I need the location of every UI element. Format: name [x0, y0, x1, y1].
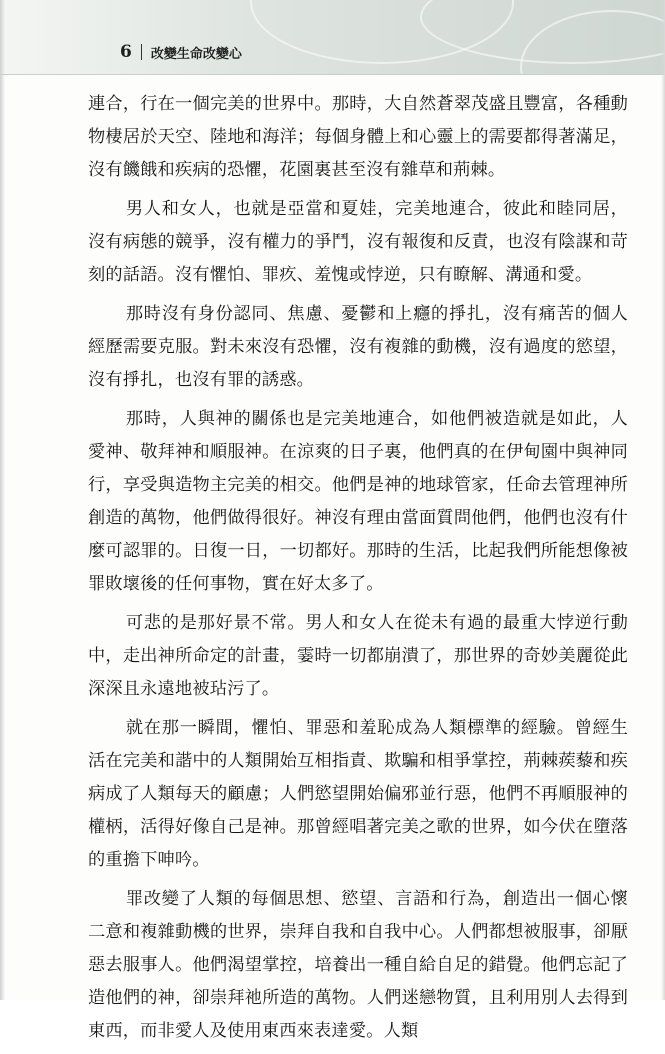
page-number: 6	[120, 42, 132, 62]
header-divider	[141, 44, 142, 60]
paragraph: 那時沒有身份認同、焦慮、憂鬱和上癮的掙扎，沒有痛苦的個人經歷需要克服。對未來沒有恐懼，沒有複雜的動機，沒有過度的慾望，沒有掙扎，也沒有罪的誘惑。	[88, 304, 628, 390]
body-text	[88, 88, 628, 1054]
page-right-edge-shadow	[661, 0, 665, 1000]
page-left-edge-shadow	[0, 0, 5, 1000]
paragraph: 可悲的是那好景不常。男人和女人在從未有過的最重大悖逆行動中，走出神所命定的計畫，霎時一切都崩潰了，那世界的奇妙美麗從此深深且永遠地被玷污了。	[88, 613, 628, 699]
paragraph: 就在那一瞬間，懼怕、罪惡和羞恥成為人類標準的經驗。曾經生活在完美和諧中的人類開始互相指責、欺騙和相爭掌控，荊棘蒺藜和疾病成了人類每天的顧慮；人們慾望開始偏邪並行惡，他們不再順服神的權柄，活得好像自己是神。那曾經唱著完美之歌的世界，如今伏在墮落的重擔下呻吟。	[88, 718, 628, 870]
paragraph: 罪改變了人類的每個思想、慾望、言語和行為，創造出一個心懷二意和複雜動機的世界，崇拜自我和自我中心。人們都想被服事，卻厭惡去服事人。他們渴望掌控，培養出一種自給自足的錯覺。他們忘記了造他們的神，卻崇拜祂所造的萬物。人們迷戀物質，且利用別人去得到東西，而非愛人及使用東西來表達愛。人類	[88, 889, 628, 1041]
header-band	[0, 0, 665, 75]
book-title: 改變生命改變心	[150, 46, 242, 62]
running-head	[120, 40, 242, 64]
paragraph: 那時，人與神的關係也是完美地連合，如他們被造就是如此，人愛神、敬拜神和順服神。在涼爽的日子裏，他們真的在伊甸園中與神同行，享受與造物主完美的相交。他們是神的地球管家，任命去管理神所創造的萬物，他們做得很好。神沒有理由當面質問他們，他們也沒有什麼可認罪的。日復一日，一切都好。那時的生活，比起我們所能想像被罪敗壞後的任何事物，實在好太多了。	[88, 409, 628, 594]
paragraph: 連合，行在一個完美的世界中。那時，大自然蒼翠茂盛且豐富，各種動物棲居於天空、陸地和海洋；每個身體上和心靈上的需要都得著滿足，沒有饑餓和疾病的恐懼，花園裏甚至沒有雜草和荊棘。	[88, 94, 628, 180]
paragraph: 男人和女人，也就是亞當和夏娃，完美地連合，彼此和睦同居，沒有病態的競爭，沒有權力的爭鬥，沒有報復和反責，也沒有陰謀和苛刻的話語。沒有懼怕、罪疚、羞愧或悖逆，只有瞭解、溝通和愛。	[88, 199, 628, 285]
